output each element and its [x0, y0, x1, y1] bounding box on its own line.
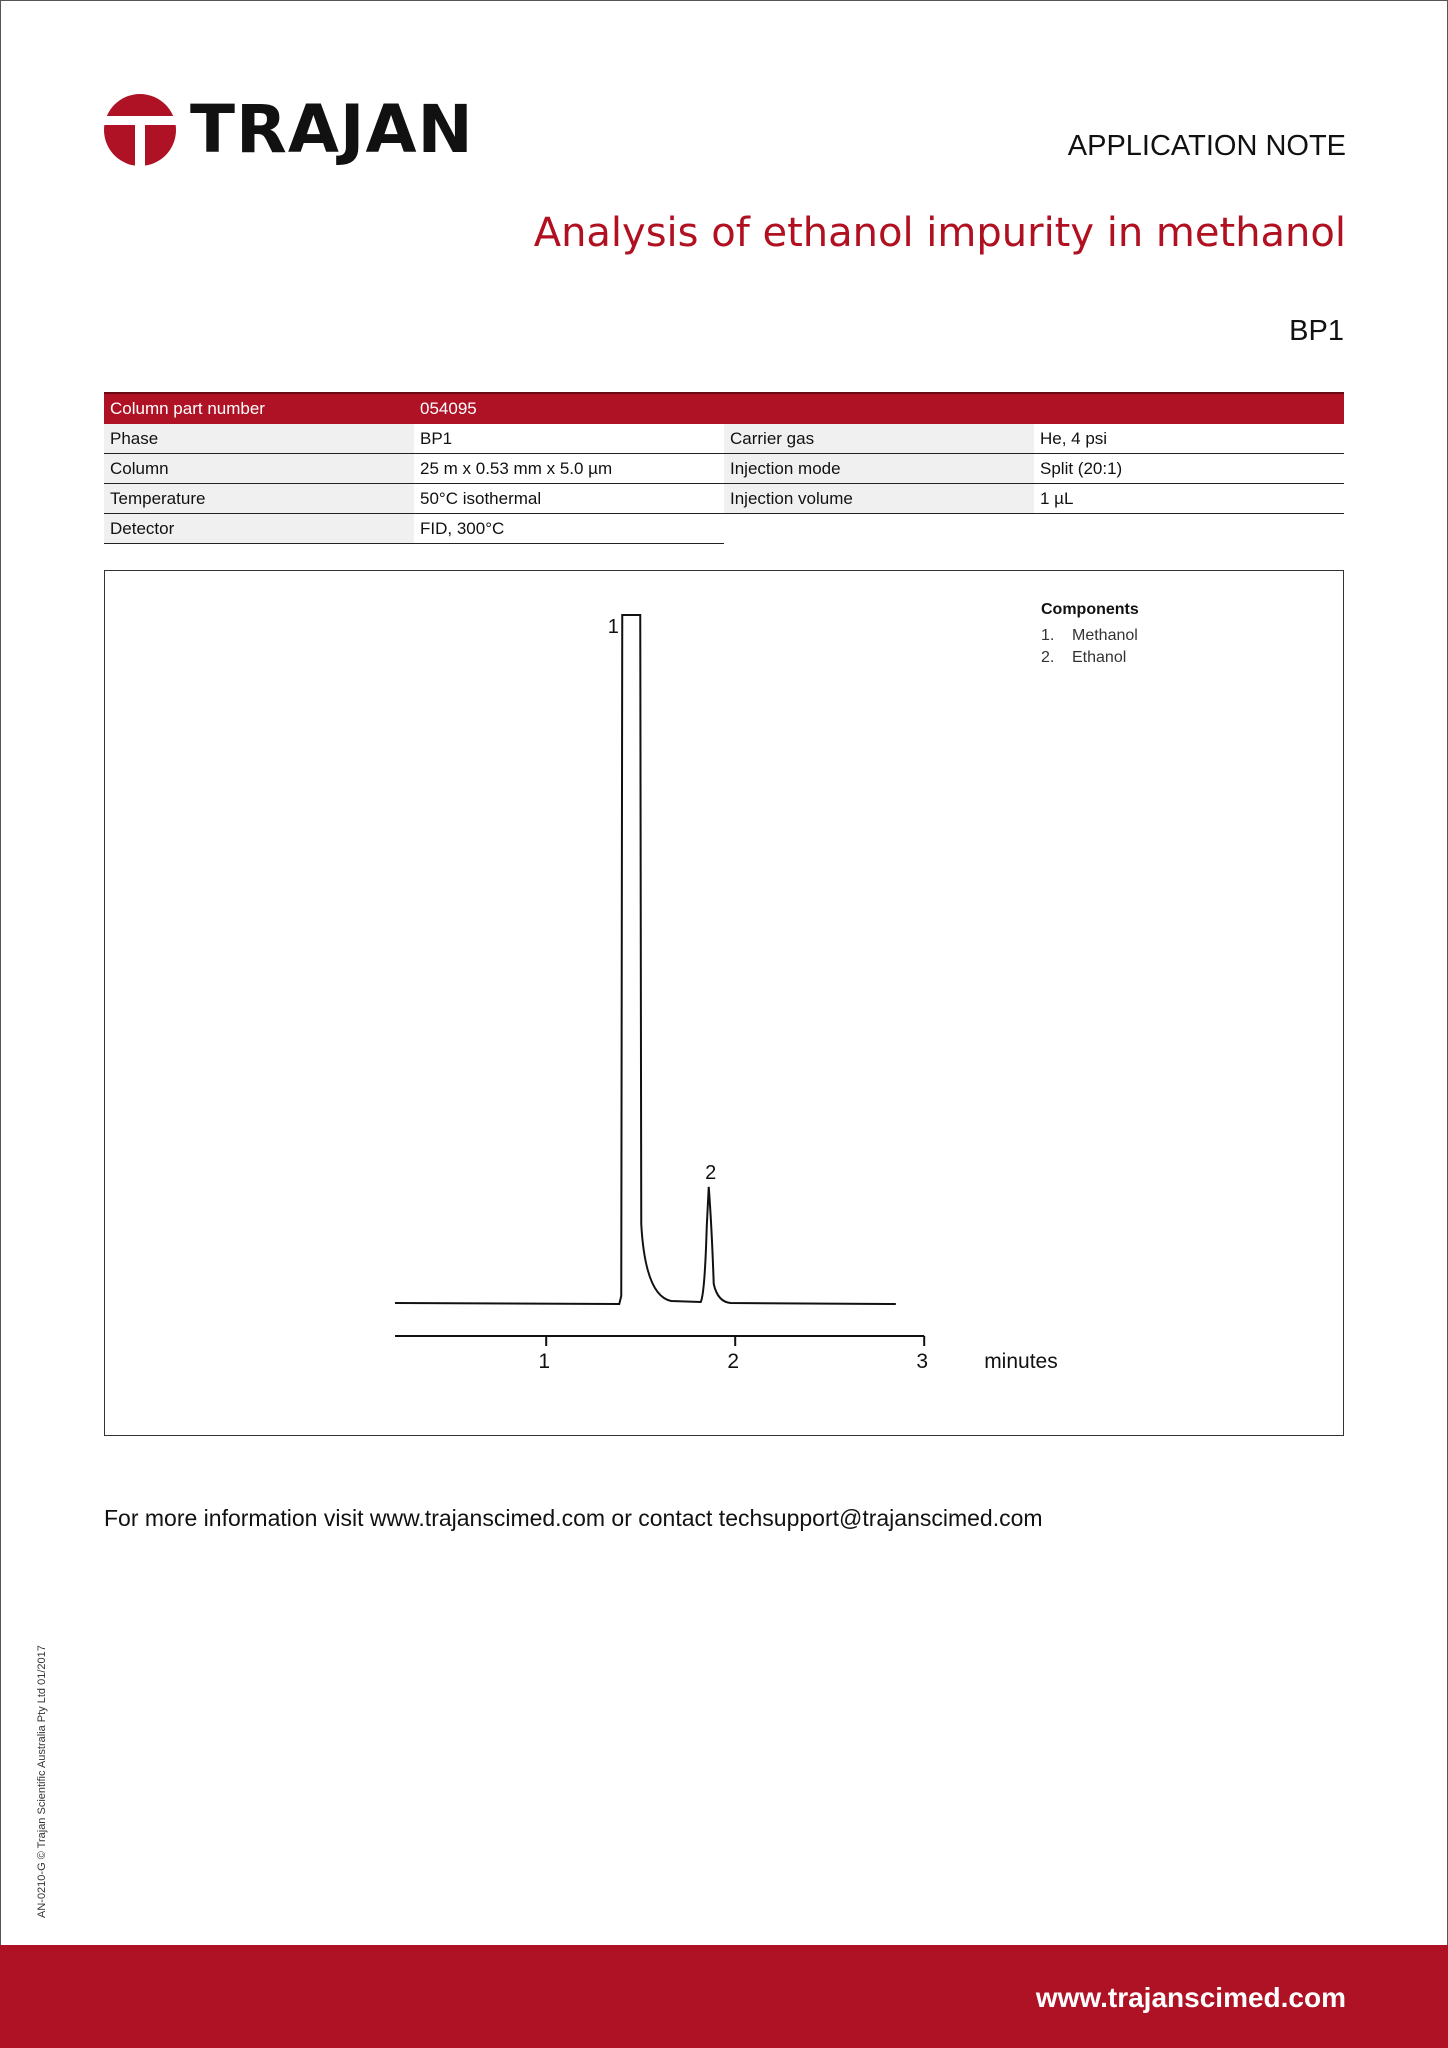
spec-label: Injection mode: [724, 454, 1034, 484]
x-axis-label: minutes: [984, 1350, 1058, 1373]
spec-label: Injection volume: [724, 484, 1034, 514]
footer-band: [0, 1945, 1448, 2048]
part-number-label: Column part number: [110, 399, 265, 418]
part-number-value: 054095: [420, 399, 477, 418]
spec-value: He, 4 psi: [1034, 424, 1344, 454]
legend-title: Components: [1041, 601, 1139, 618]
chart-legend: [1041, 601, 1139, 669]
spec-value: 25 m x 0.53 mm x 5.0 µm: [414, 454, 724, 484]
page-title: Analysis of ethanol impurity in methanol: [533, 210, 1346, 256]
table-row: [104, 514, 1344, 544]
spec-label: Phase: [104, 424, 414, 454]
legend-item: [1041, 647, 1139, 669]
peak-label: 2: [705, 1161, 717, 1184]
x-tick-label: 3: [916, 1350, 929, 1373]
x-tick-label: 1: [538, 1350, 551, 1373]
peak-label: 1: [607, 616, 619, 638]
legend-item-name: Methanol: [1072, 627, 1138, 644]
legend-item-number: 1.: [1041, 627, 1055, 644]
table-row: [104, 484, 1344, 514]
spec-value: Split (20:1): [1034, 454, 1344, 484]
legend-item-number: 2.: [1041, 649, 1055, 666]
trajan-logo: [104, 90, 474, 170]
footer-url[interactable]: www.trajanscimed.com: [1035, 1982, 1346, 2013]
spec-table: [104, 392, 1344, 544]
trajan-logo-icon: [104, 94, 176, 166]
table-row: [104, 454, 1344, 484]
phase-label: BP1: [1289, 315, 1344, 347]
chromatogram-plot: [105, 571, 1343, 1435]
spec-label: Temperature: [104, 484, 414, 514]
brand-name: TRAJAN: [190, 91, 474, 168]
spec-value: 50°C isothermal: [414, 484, 724, 514]
doc-type: APPLICATION NOTE: [1067, 130, 1346, 162]
spec-value: BP1: [414, 424, 724, 454]
spec-value: 1 µL: [1034, 484, 1344, 514]
spec-value: FID, 300°C: [414, 514, 724, 544]
spec-table-header: [104, 392, 1344, 424]
chromatogram: [104, 570, 1344, 1436]
spec-label: Detector: [104, 514, 414, 544]
chromatogram-trace: [395, 615, 896, 1304]
document-code: AN-0210-G © Trajan Scientific Australia Pty Ltd 01/2017: [36, 1645, 48, 1918]
table-row: [104, 424, 1344, 454]
legend-item-name: Ethanol: [1072, 649, 1127, 666]
contact-info: For more information visit www.trajanscimed.com or contact techsupport@trajanscimed.com: [104, 1505, 1043, 1531]
spec-label: Column: [104, 454, 414, 484]
spec-label: Carrier gas: [724, 424, 1034, 454]
legend-item: [1041, 625, 1139, 647]
x-tick-label: 2: [727, 1350, 740, 1373]
